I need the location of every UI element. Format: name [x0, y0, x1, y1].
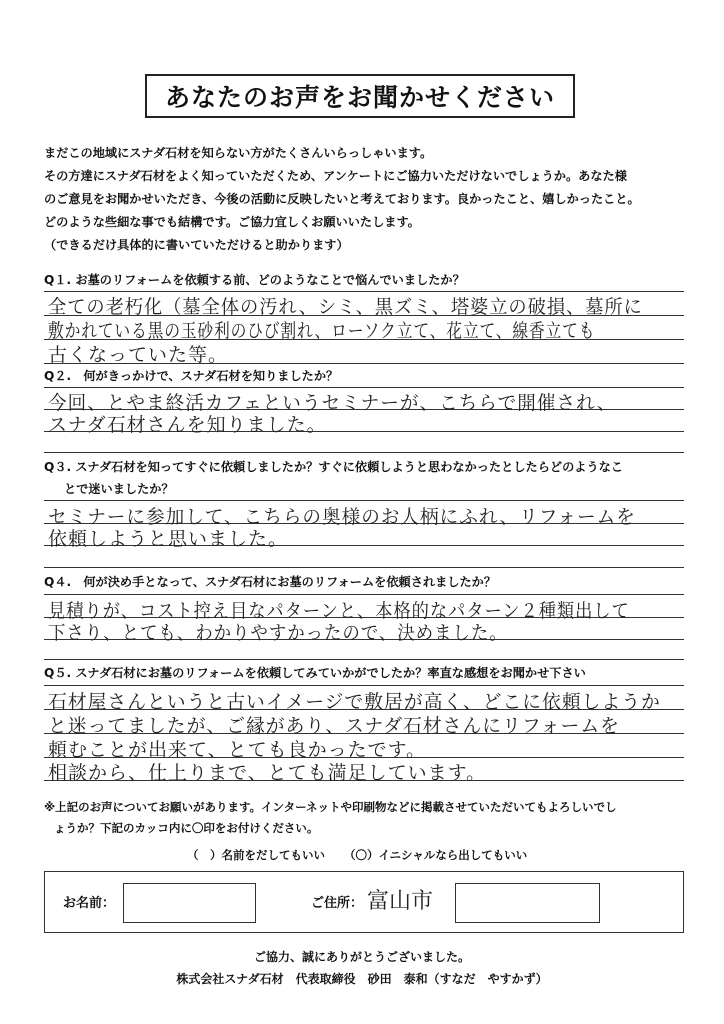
- question-5-answer-line: 石材屋さんというと古いイメージで敷居が高く、どこに依頼しようか: [48, 691, 661, 713]
- question-3-answer-area: [44, 500, 684, 569]
- question-5-answer-line: と迷ってましたが、ご縁があり、スナダ石材さんにリフォームを: [48, 715, 620, 737]
- consent-option-name[interactable]: （ ）名前をだしてもいい: [187, 848, 325, 862]
- question-3-label-continued: とで迷いましたか？: [64, 482, 174, 496]
- question-1-answer-area: [44, 291, 684, 365]
- intro-line: （できるだけ具体的に書いていただけると助かります）: [44, 238, 349, 252]
- intro-line: のご意見をお聞かせいただき、今後の活動に反映したいと考えております。良かったこと、嬉しかったこと。: [44, 192, 640, 206]
- question-4-label: Q４. 何が決め手となって、スナダ石材にお墓のリフォームを依頼されましたか？: [44, 575, 497, 589]
- question-3-answer-line: セミナーに参加して、こちらの奥様のお人柄にふれ、リフォームを: [48, 506, 636, 528]
- question-4-answer-area: [44, 594, 684, 661]
- publication-notice-line: ょうか？下記のカッコ内に〇印をお付けください。: [54, 821, 319, 835]
- consent-option-initials[interactable]: （〇）イニシャルなら出してもいい: [344, 848, 528, 862]
- thanks-text: ご協力、誠にありがとうございました。: [253, 950, 470, 964]
- publication-notice-line: ※上記のお声についてお願いがあります。インターネットや印刷物などに掲載させていただいてもよろしいでし: [44, 800, 617, 814]
- intro-line: その方達にスナダ石材をよく知っていただくため、アンケートにご協力いただけないでしょうか。あなた様: [44, 169, 627, 183]
- question-3-label: Q３. スナダ石材を知ってすぐに依頼しましたか？すぐに依頼しようと思わなかったとしたらどのようなこ: [44, 460, 624, 474]
- address-value: 富山市: [367, 889, 434, 914]
- contact-form: [44, 871, 684, 933]
- question-2-label: Q２. 何がきっかけで、スナダ石材を知りましたか？: [44, 369, 339, 383]
- question-2-answer-line: スナダ石材さんを知りました。: [48, 414, 327, 436]
- question-1-answer-line: 敷かれている黒の玉砂利のひび割れ、ローソク立て、花立て、線香立ても: [48, 320, 596, 342]
- intro-line: どのような些細な事でも結構です。ご協力宜しくお願いいたします。: [44, 215, 420, 229]
- question-5-answer-line: 頼むことが出来て、とても良かったです。: [48, 739, 427, 761]
- question-1-answer-line: 全ての老朽化（墓全体の汚れ、シミ、黒ズミ、塔婆立の破損、墓所に: [48, 296, 643, 318]
- question-2-answer-area: [44, 387, 684, 454]
- intro-text: [44, 142, 694, 257]
- intro-line: まだこの地域にスナダ石材を知らない方がたくさんいらっしゃいます。: [44, 146, 433, 160]
- question-5-answer-line: 相談から、仕上りまで、とても満足しています。: [48, 762, 487, 784]
- question-5-label: Q５. スナダ石材にお墓のリフォームを依頼してみていかがでしたか？率直な感想をお聞かせ下さい: [44, 666, 586, 680]
- question-1-answer-line: 古くなっていた等。: [48, 344, 229, 366]
- question-4-answer-line: 下さり、とても、わかりやすかったので、決めました。: [48, 622, 508, 644]
- address-label: ご住所：: [311, 896, 364, 911]
- question-2-answer-line: 今回、とやま終活カフェというセミナーが、こちらで開催され、: [48, 392, 617, 414]
- question-1-label: Q１. お墓のリフォームを依頼する前、どのようなことで悩んでいましたか？: [44, 273, 465, 287]
- name-label: お名前：: [63, 896, 116, 911]
- page-title: あなたのお声をお聞かせください: [145, 74, 575, 118]
- question-5-answer-area: [44, 685, 684, 782]
- question-4-answer-line: 見積りが、コスト控え目なパターンと、本格的なパターン２種類出して: [48, 600, 630, 622]
- question-3-answer-line: 依頼しようと思いました。: [48, 528, 289, 550]
- company-signature: 株式会社スナダ石材 代表取締役 砂田 泰和（すなだ やすかず）: [176, 972, 548, 986]
- address-field[interactable]: [455, 883, 600, 923]
- name-field[interactable]: [123, 883, 256, 923]
